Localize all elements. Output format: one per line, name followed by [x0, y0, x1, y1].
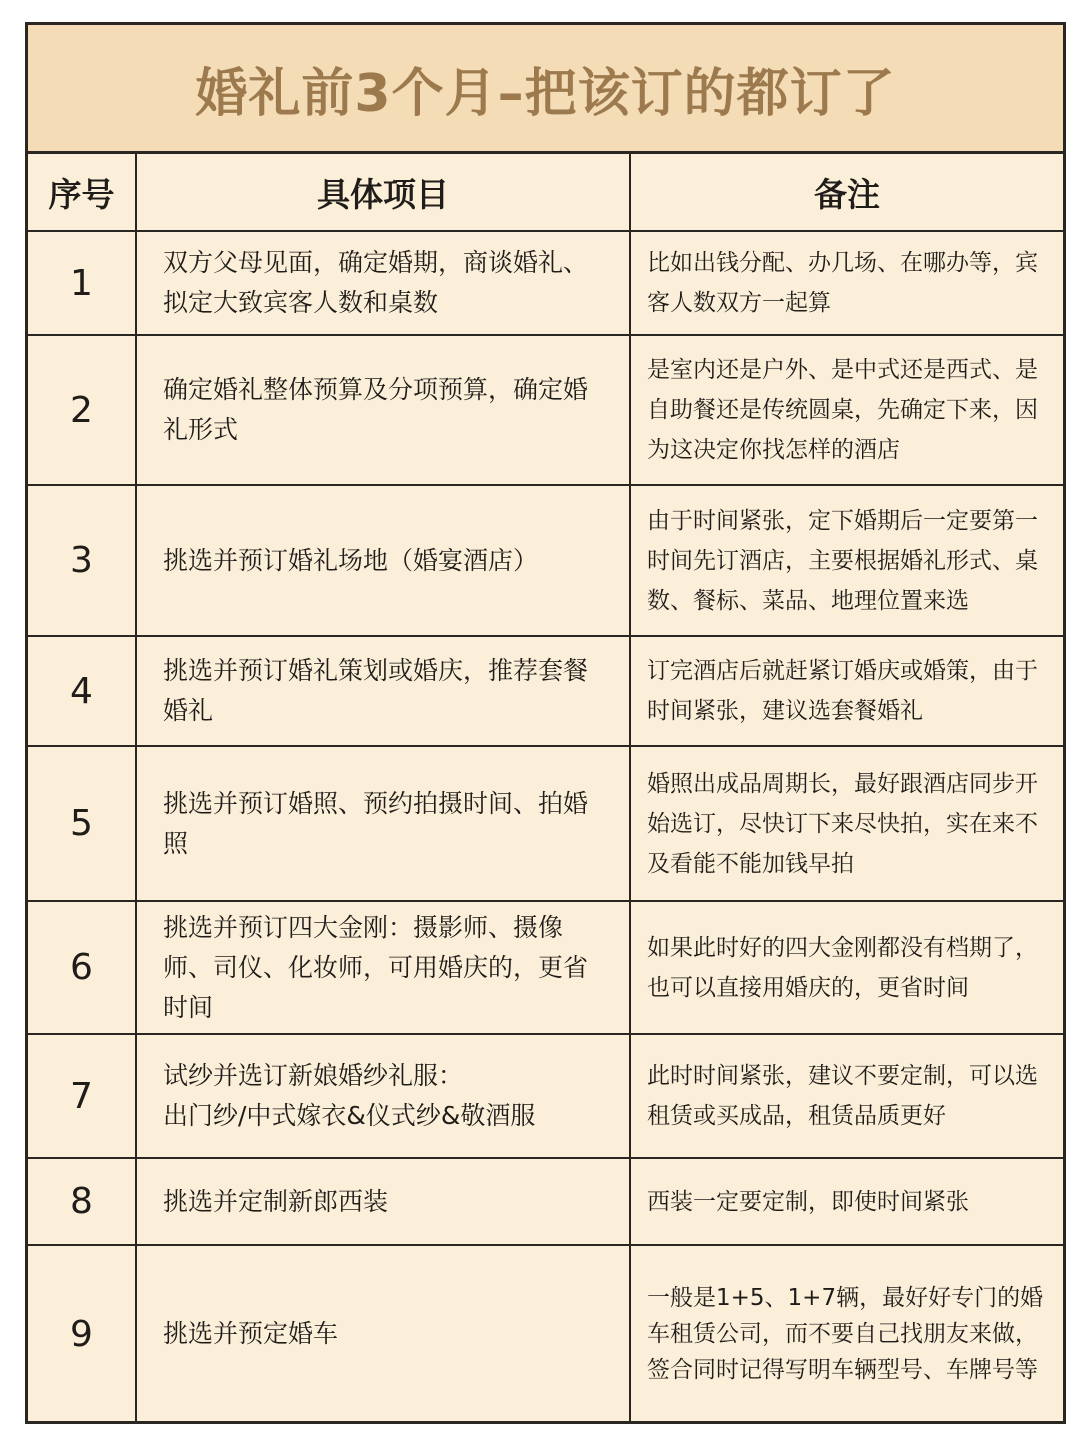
row-note: 婚照出成品周期长，最好跟酒店同步开始选订，尽快订下来尽快拍，实在来不及看能不能加钱早拍	[630, 746, 1063, 901]
table-row	[28, 335, 1063, 485]
row-item: 试纱并选订新娘婚纱礼服： 出门纱/中式嫁衣&仪式纱&敬酒服	[136, 1034, 630, 1158]
row-number: 6	[28, 901, 136, 1034]
title-bar	[28, 25, 1063, 154]
row-item: 确定婚礼整体预算及分项预算，确定婚礼形式	[136, 335, 630, 485]
row-item: 挑选并预订婚礼策划或婚庆，推荐套餐婚礼	[136, 636, 630, 746]
header-no: 序号	[28, 154, 136, 231]
row-item: 挑选并预定婚车	[136, 1245, 630, 1422]
row-note: 是室内还是户外、是中式还是西式、是自助餐还是传统圆桌，先确定下来，因为这决定你找怎样的酒店	[630, 335, 1063, 485]
row-number: 7	[28, 1034, 136, 1158]
row-item: 挑选并预订婚礼场地（婚宴酒店）	[136, 485, 630, 636]
row-number: 9	[28, 1245, 136, 1422]
row-note: 比如出钱分配、办几场、在哪办等，宾客人数双方一起算	[630, 231, 1063, 335]
row-number: 5	[28, 746, 136, 901]
table-row	[28, 1245, 1063, 1422]
table-row	[28, 1034, 1063, 1158]
table-header-row	[28, 154, 1063, 231]
table-row	[28, 901, 1063, 1034]
row-item: 挑选并预订婚照、预约拍摄时间、拍婚照	[136, 746, 630, 901]
wedding-checklist-table	[25, 22, 1066, 1424]
row-note: 订完酒店后就赶紧订婚庆或婚策，由于时间紧张，建议选套餐婚礼	[630, 636, 1063, 746]
page-title: 婚礼前3个月–把该订的都订了	[195, 63, 896, 124]
header-item: 具体项目	[136, 154, 630, 231]
row-number: 8	[28, 1158, 136, 1245]
row-number: 1	[28, 231, 136, 335]
row-item: 挑选并预订四大金刚：摄影师、摄像师、司仪、化妆师，可用婚庆的，更省时间	[136, 901, 630, 1034]
header-note: 备注	[630, 154, 1063, 231]
row-note: 此时时间紧张，建议不要定制，可以选租赁或买成品，租赁品质更好	[630, 1034, 1063, 1158]
row-note: 如果此时好的四大金刚都没有档期了，也可以直接用婚庆的，更省时间	[630, 901, 1063, 1034]
row-note: 一般是1+5、1+7辆，最好好专门的婚车租赁公司，而不要自己找朋友来做，签合同时记得写明车辆型号、车牌号等	[630, 1245, 1063, 1422]
table-row	[28, 485, 1063, 636]
table-row	[28, 746, 1063, 901]
row-item: 挑选并定制新郎西装	[136, 1158, 630, 1245]
checklist-table	[28, 154, 1063, 1422]
table-row	[28, 1158, 1063, 1245]
row-number: 2	[28, 335, 136, 485]
row-item: 双方父母见面，确定婚期，商谈婚礼、拟定大致宾客人数和桌数	[136, 231, 630, 335]
row-note: 由于时间紧张，定下婚期后一定要第一时间先订酒店，主要根据婚礼形式、桌数、餐标、菜品、地理位置来选	[630, 485, 1063, 636]
table-row	[28, 636, 1063, 746]
row-number: 4	[28, 636, 136, 746]
table-row	[28, 231, 1063, 335]
row-note: 西装一定要定制，即使时间紧张	[630, 1158, 1063, 1245]
row-number: 3	[28, 485, 136, 636]
